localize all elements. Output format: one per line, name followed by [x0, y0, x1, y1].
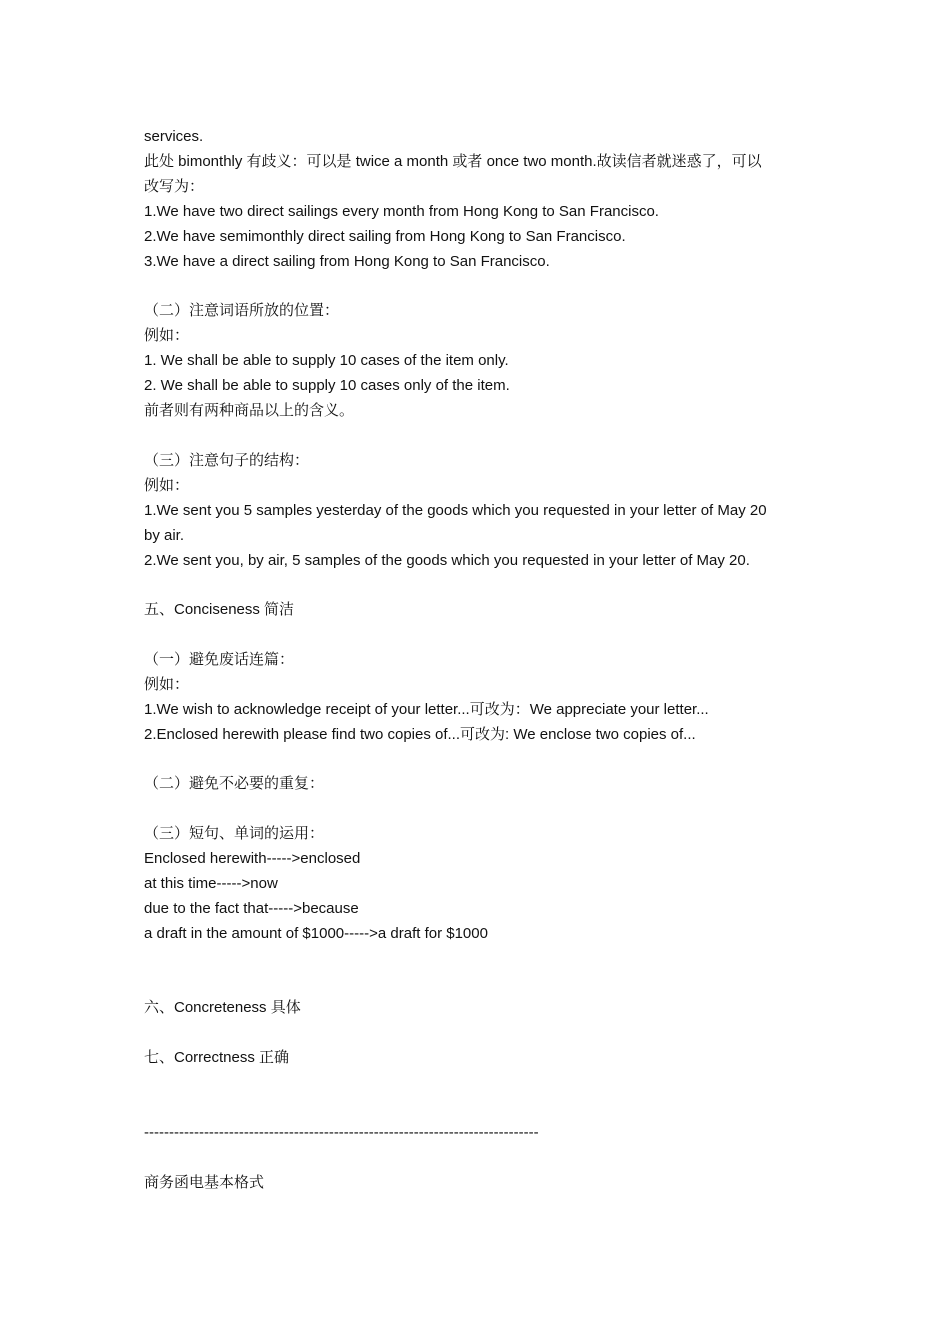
text-line: services.	[144, 128, 204, 145]
text-line: 1.We have two direct sailings every month from Hong Kong to San Francisco.	[144, 203, 659, 220]
text-line: 3.We have a direct sailing from Hong Kong to San Francisco.	[144, 253, 550, 270]
chapter-heading: 商务函电基本格式	[144, 1174, 265, 1191]
separator-line: -------------------------------------------------------------------------------	[144, 1124, 539, 1141]
text-line: at this time----->now	[144, 875, 278, 892]
section-heading: （三）注意句子的结构：	[144, 452, 310, 469]
text-line: 此处 bimonthly 有歧义：可以是 twice a month 或者 once two month.故读信者就迷惑了，可以	[144, 153, 762, 170]
section-heading: （一）避免废话连篇：	[144, 651, 295, 668]
text-line: 1. We shall be able to supply 10 cases of the item only.	[144, 352, 509, 369]
text-line: 2. We shall be able to supply 10 cases only of the item.	[144, 377, 510, 394]
text-line: 例如：	[144, 477, 190, 494]
text-line: 2.We sent you, by air, 5 samples of the goods which you requested in your letter of May 20.	[144, 552, 750, 569]
text-line: 1.We sent you 5 samples yesterday of the goods which you requested in your letter of May 20	[144, 502, 767, 519]
text-line: 前者则有两种商品以上的含义。	[144, 402, 355, 419]
text-line: 2.We have semimonthly direct sailing from Hong Kong to San Francisco.	[144, 228, 626, 245]
text-line: 例如：	[144, 327, 190, 344]
section-heading: （三）短句、单词的运用：	[144, 825, 325, 842]
text-line: 例如：	[144, 676, 190, 693]
chapter-heading: 七、Correctness 正确	[144, 1049, 290, 1066]
text-line: Enclosed herewith----->enclosed	[144, 850, 361, 867]
chapter-heading: 五、Conciseness 简洁	[144, 601, 295, 618]
text-line: by air.	[144, 527, 185, 544]
section-heading: （二）避免不必要的重复：	[144, 775, 325, 792]
text-line: 2.Enclosed herewith please find two copies of...可改为: We enclose two copies of...	[144, 726, 696, 743]
text-line: due to the fact that----->because	[144, 900, 359, 917]
section-heading: （二）注意词语所放的位置：	[144, 302, 340, 319]
chapter-heading: 六、Concreteness 具体	[144, 999, 301, 1016]
text-line: 1.We wish to acknowledge receipt of your letter...可改为：We appreciate your letter...	[144, 701, 709, 718]
text-line: a draft in the amount of $1000----->a draft for $1000	[144, 925, 488, 942]
text-line: 改写为：	[144, 178, 205, 195]
